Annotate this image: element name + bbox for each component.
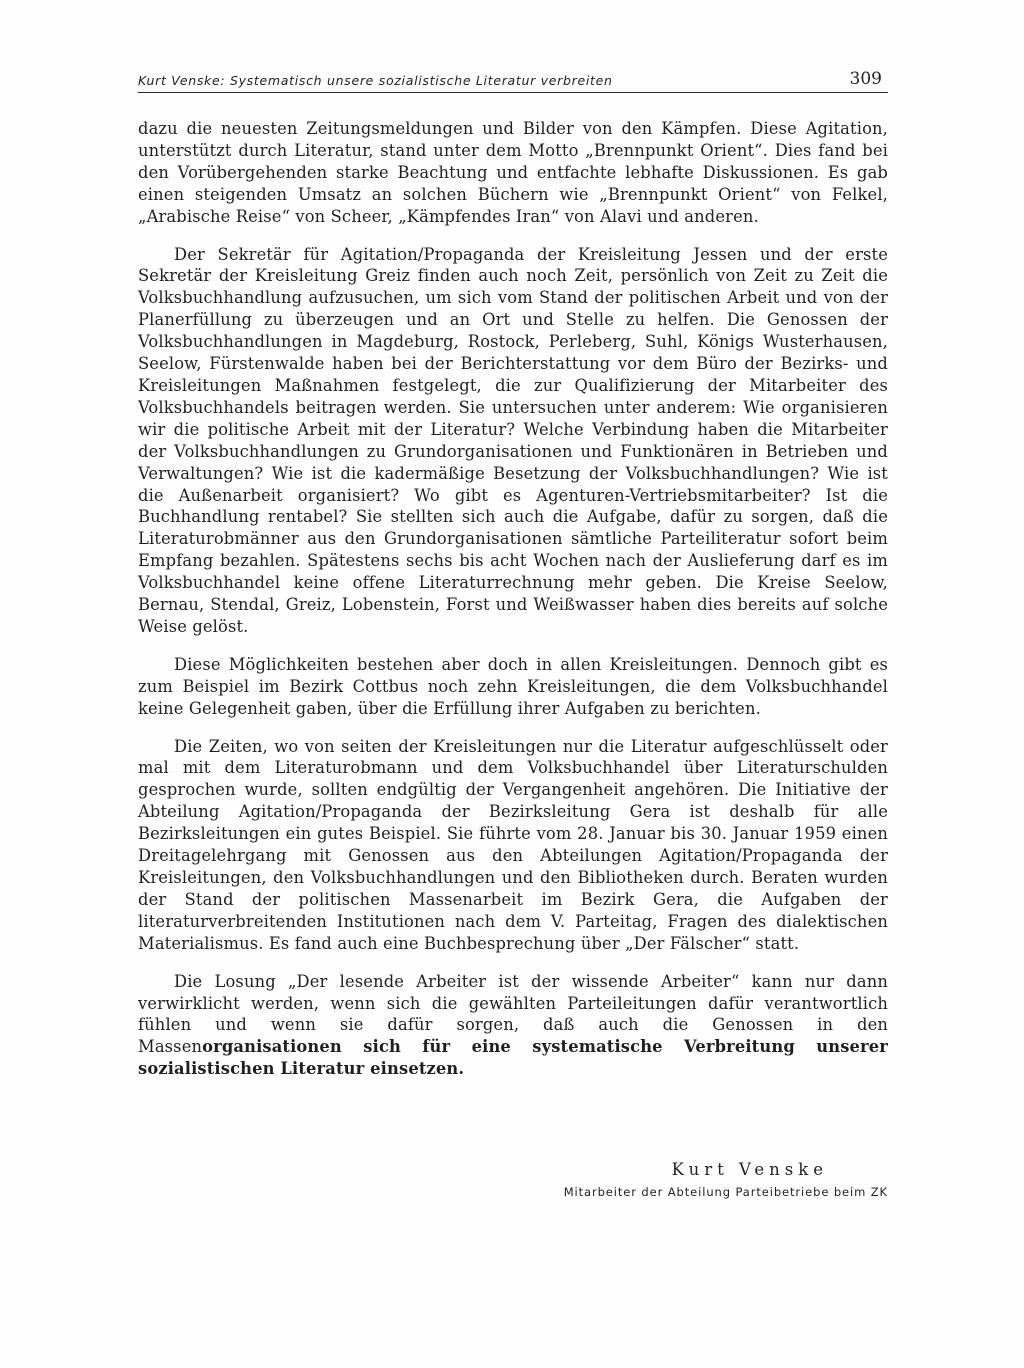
paragraph-1: dazu die neuesten Zeitungsmeldungen und Bilder von den Kämpfen. Diese Agitation, unterstützt durch Literatur, stand unter dem Motto „Brennpunkt Orient“. Dies fand bei den Vorübergehenden starke Beachtung und entfachte lebhafte Diskussionen. Es gab einen steigenden Umsatz an solchen Büchern wie „Brennpunkt Orient“ von Felkel, „Arabische Reise“ von Scheer, „Kämpfendes Iran“ von Alavi und anderen. (138, 119, 888, 226)
author-role: Mitarbeiter der Abteilung Parteibetriebe beim ZK (563, 1185, 888, 1199)
paragraph-closing (138, 971, 888, 1081)
paragraph-2: Der Sekretär für Agitation/Propaganda der Kreisleitung Jessen und der erste Sekretär der Kreisleitung Greiz finden auch noch Zeit, persönlich von Zeit zu Zeit die Volksbuchhandlung aufzusuchen, um sich vom Stand der politischen Arbeit und von der Planerfüllung zu überzeugen und an Ort und Stelle zu helfen. Die Genossen der Volksbuchhandlungen in Magdeburg, Rostock, Perleberg, Suhl, Königs Wusterhausen, Seelow, Fürstenwalde haben bei der Berichterstattung vor dem Büro der Bezirks- und Kreisleitungen Maßnahmen festgelegt, die zur Qualifizierung der Mitarbeiter des Volksbuchhandels beitragen werden. Sie untersuchen unter anderem: Wie organisieren wir die politische Arbeit mit der Literatur? Welche Verbindung haben die Mitarbeiter der Volksbuchhandlungen zu Grundorganisationen und Funktionären in Betrieben und Verwaltungen? Wie ist die kadermäßige Besetzung der Volksbuchhandlungen? Wie ist die Außenarbeit organisiert? Wo gibt es Agenturen-Vertriebsmitarbeiter? Ist die Buchhandlung rentabel? Sie stellten sich auch die Aufgabe, dafür zu sorgen, daß die Literaturobmänner aus den Grundorganisationen sämtliche Parteiliteratur sofort beim Empfang bezahlen. Spätestens sechs bis acht Wochen nach der Auslieferung darf es im Volksbuchhandel keine offene Literaturrechnung mehr geben. Die Kreise Seelow, Bernau, Stendal, Greiz, Lobenstein, Forst und Weißwasser haben dies bereits auf solche Weise gelöst. (138, 244, 888, 636)
closing-bold-text: organisationen sich für eine systematische Verbreitung unserer sozialistischen Literatur einsetzen. (138, 1037, 888, 1079)
author-name: Kurt Venske (671, 1160, 828, 1179)
paragraph-3: Diese Möglichkeiten bestehen aber doch in allen Kreisleitungen. Dennoch gibt es zum Beispiel im Bezirk Cottbus noch zehn Kreisleitungen, die dem Volksbuchhandel keine Gelegenheit gaben, über die Erfüllung ihrer Aufgaben zu berichten. (138, 654, 888, 718)
page-header (138, 64, 888, 93)
running-title: Kurt Venske: Systematisch unsere sozialistische Literatur verbreiten (138, 73, 613, 88)
signature-block (138, 1160, 888, 1199)
paragraph-4: Die Zeiten, wo von seiten der Kreisleitungen nur die Literatur aufgeschlüsselt oder mal mit dem Literaturobmann und dem Volksbuchhandel über Literaturschulden gesprochen wurde, sollten endgültig der Vergangenheit angehören. Die Initiative der Abteilung Agitation/Propaganda der Bezirksleitung Gera ist deshalb für alle Bezirksleitungen ein gutes Beispiel. Sie führte vom 28. Januar bis 30. Januar 1959 einen Dreitagelehrgang mit Genossen aus den Abteilungen Agitation/Propaganda der Kreisleitungen, den Volksbuchhandlungen und den Bibliotheken durch. Beraten wurden der Stand der politischen Massenarbeit im Bezirk Gera, die Aufgaben der literaturverbreitenden Institutionen nach dem V. Parteitag, Fragen des dialektischen Materialismus. Es fand auch eine Buchbesprechung über „Der Fälscher“ statt. (138, 736, 888, 953)
article-body (138, 118, 888, 1090)
closing-regular-text: Die Losung „Der lesende Arbeiter ist der wissende Arbeiter“ kann nur dann verwirklicht werden, wenn sich die gewählten Parteileitungen dafür verantwortlich fühlen und wenn sie dafür sorgen, daß auch die Genossen in den Massen (138, 971, 888, 1057)
page-number: 309 (849, 69, 882, 89)
